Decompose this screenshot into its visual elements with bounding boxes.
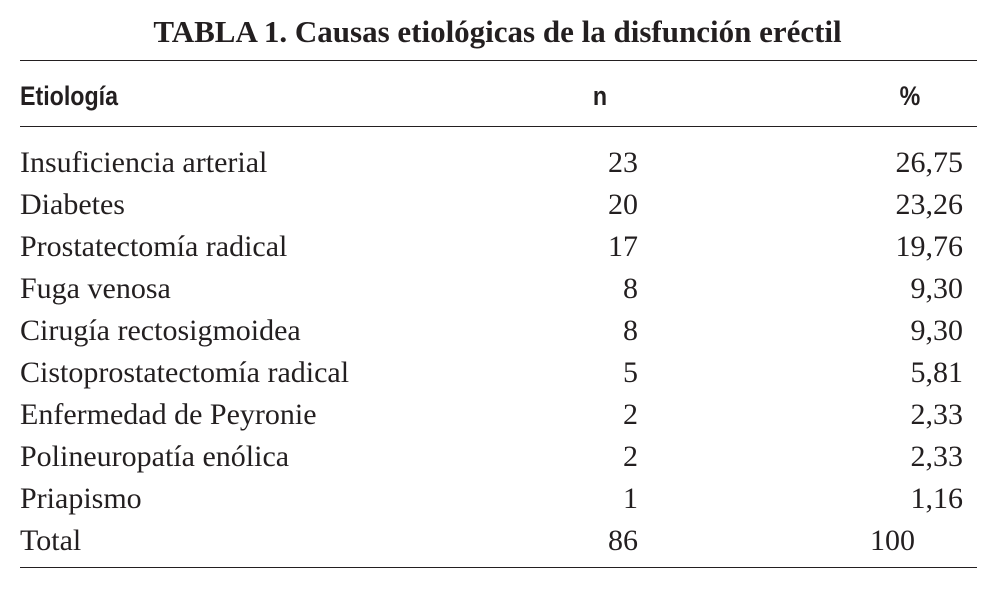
total-percent: 100 [870,524,915,557]
table-row [20,478,977,520]
n-cell: 20 [608,188,638,221]
n-cell: 23 [608,146,638,179]
percent-cell: 9,30 [910,314,963,347]
bottom-rule [20,567,977,568]
n-cell: 17 [608,230,638,263]
etiologia-cell: Cistoprostatectomía radical [20,356,350,389]
n-cell: 5 [623,356,638,389]
percent-cell: 9,30 [910,272,963,305]
percent-cell: 26,75 [895,146,963,179]
etiologia-cell: Prostatectomía radical [20,230,288,263]
header-n: n [592,81,608,111]
top-rule [20,60,977,61]
table-row [20,268,977,310]
table-row [20,142,977,184]
table-caption: TABLA 1. Causas etiológicas de la disfunción eréctil [153,14,842,49]
total-label: Total [20,524,82,557]
table-row [20,436,977,478]
etiologia-cell: Priapismo [20,482,142,515]
n-cell: 1 [623,482,638,515]
table-row [20,394,977,436]
table-row [20,310,977,352]
percent-cell: 19,76 [895,230,963,263]
header-rule [20,126,977,127]
etiologia-cell: Polineuropatía enólica [20,440,290,473]
n-cell: 8 [623,314,638,347]
etiologia-cell: Insuficiencia arterial [20,146,268,179]
total-row [20,520,977,562]
header-etiologia: Etiología [20,81,119,111]
table-row [20,184,977,226]
header-percent: % [899,81,921,111]
total-n: 86 [608,524,638,557]
percent-cell: 5,81 [910,356,963,389]
etiologia-cell: Fuga venosa [20,272,171,305]
table-row [20,352,977,394]
n-cell: 2 [623,398,638,431]
etiologia-cell: Diabetes [20,188,125,221]
percent-cell: 1,16 [910,482,963,515]
percent-cell: 2,33 [910,440,963,473]
n-cell: 2 [623,440,638,473]
n-cell: 8 [623,272,638,305]
percent-cell: 23,26 [895,188,963,221]
table-body [20,142,977,562]
percent-cell: 2,33 [910,398,963,431]
table-row [20,226,977,268]
etiologia-cell: Enfermedad de Peyronie [20,398,317,431]
etiologia-cell: Cirugía rectosigmoidea [20,314,301,347]
